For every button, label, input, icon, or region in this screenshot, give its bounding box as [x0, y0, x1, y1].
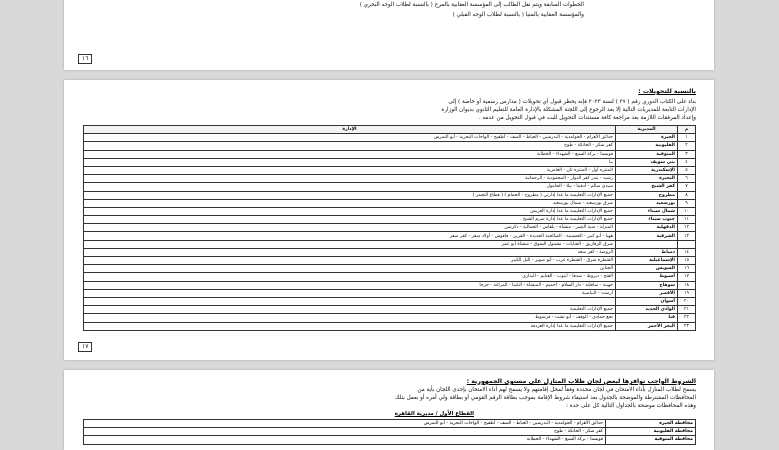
row-num: ٦	[678, 175, 696, 183]
row-gov: بني سويف	[616, 158, 678, 166]
row-gov: الإسكندرية	[616, 166, 678, 174]
row-gov: سوهاج	[616, 281, 678, 289]
row-admin: كفر شكر - الخانكة - طوخ	[84, 428, 606, 436]
row-admin: رشيد - بندر كفر الدوار - المحمودية - الرحمانية	[84, 175, 616, 183]
transfers-intro-line-2: الإدارات التابعة للمديريات التالية إلا بعد الرجوع إلى اللجنة المشكلة بالإدارة العامة للتعليم الثانوي بديوان الوزارة	[441, 107, 696, 113]
table-row	[84, 428, 696, 436]
table-row	[84, 232, 696, 240]
table-row	[84, 224, 696, 232]
row-gov: مطروح	[616, 191, 678, 199]
header-admin: الإدارة	[84, 126, 616, 134]
row-admin: جهينة - ساقلتة - دار السلام - أخميم - المنشأة - البلينا - المراغة - جرجا	[84, 281, 616, 289]
row-admin: جميع الإدارات التعليمية ما عدا إدارة شرم الشيخ	[84, 216, 616, 224]
row-gov: الجيزة	[616, 134, 678, 142]
row-admin: أرمنت - البياضية	[84, 289, 616, 297]
table-row	[84, 134, 696, 142]
row-num: ١٥	[678, 257, 696, 265]
row-gov: بورسعيد	[616, 199, 678, 207]
row-admin: القنطرة شرق - القنطرة غرب - أبو صوير - التل الكبير	[84, 257, 616, 265]
row-admin: شرق الزقازيق - القنايات - مشتول السوق - منشأة أبو عمر	[84, 240, 616, 248]
row-gov: الوادي الجديد	[616, 306, 678, 314]
row-gov: البحر الأحمر	[616, 322, 678, 330]
row-num: ١٩	[678, 289, 696, 297]
sector-one-table	[83, 419, 696, 445]
row-num: ٢٢	[678, 314, 696, 322]
table-row	[84, 281, 696, 289]
table-row	[84, 273, 696, 281]
row-admin: نجع حمادي - الوقف - أبو تشت - فرشوط	[84, 314, 616, 322]
sector-one-heading: القطاع الأول / مديرية القاهرة	[394, 411, 474, 417]
row-num: ١٣	[678, 232, 696, 240]
row-admin: كفر شكر - الخانكة - طوخ	[84, 142, 616, 150]
row-gov: السويس	[616, 265, 678, 273]
page1-line-2: والمؤسسة العقابية بالمنيا ( بالنسبة لطلاب الوجه القبلي )	[452, 12, 584, 18]
table-row	[84, 191, 696, 199]
row-gov: دمياط	[616, 248, 678, 256]
row-gov: محافظة المنوفية	[606, 436, 696, 444]
row-num: ٧	[678, 183, 696, 191]
page1-number: ١٦	[78, 54, 92, 64]
row-admin: جميع الإدارات التعليمية ما عدا إدارة الغردقة	[84, 322, 616, 330]
row-admin: شرق بورسعيد - شمال بورسعيد	[84, 199, 616, 207]
row-num: ١٧	[678, 273, 696, 281]
row-num: ٣	[678, 150, 696, 158]
row-gov: جنوب سيناء	[616, 216, 678, 224]
transfers-table	[83, 125, 696, 331]
row-num: ٩	[678, 199, 696, 207]
row-admin: جميع الإدارات التعليمية ما عدا إدارتي ( مطروح - الحمام ) ( قطاع النجمر )	[84, 191, 616, 199]
row-admin: الجناين	[84, 265, 616, 273]
table-row	[84, 248, 696, 256]
table-row	[84, 216, 696, 224]
row-num: ٤	[678, 158, 696, 166]
table-row	[84, 166, 696, 174]
row-admin: حدائق الأهرام - الحوامدية - البدرشين - العياط - الصف - أطفيح - الواحات البحرية - أبو النمرس	[84, 134, 616, 142]
transfers-table-header	[84, 126, 696, 134]
document-page-2	[64, 80, 714, 360]
table-row	[84, 297, 696, 305]
home-students-line-2: المحافظات المشترطة والموضحة بالجدول بعد استيفاء شروط الإقامة بموجب بطاقة الرقم القومي أو بطاقة ولي أمره أو بعمل بتلك	[395, 395, 696, 401]
row-gov: الإسماعيلية	[616, 257, 678, 265]
row-admin: ههيا - أبو كبير - الحسينية - الصالحية الجديدة - القرين - فاقوس - أولاد صقر - كفر صقر	[84, 232, 616, 240]
document-page-1	[64, 0, 714, 70]
row-gov: القليوبية	[616, 142, 678, 150]
row-admin: الفتح - ديروط - صدفا - أبنوب - الغنايم - البداري	[84, 273, 616, 281]
row-gov: أسوان	[616, 297, 678, 305]
transfers-heading: بالنسبة للتحويلات :	[638, 88, 696, 95]
table-row	[84, 207, 696, 215]
row-num: ٢٣	[678, 322, 696, 330]
transfers-intro-line-3: وإعداد المرفقات اللازمة بعد مراجعة كافة مستندات التحويل للبت في قبول التحويل من عدمه .	[478, 115, 696, 121]
table-row	[84, 420, 696, 428]
home-students-line-3: وهذه المحافظات موضحة بالجداول التالية كل على حدة :	[566, 403, 696, 409]
row-admin: ببا	[84, 158, 616, 166]
row-num: ١٦	[678, 265, 696, 273]
row-num: ٢	[678, 142, 696, 150]
table-row	[84, 265, 696, 273]
table-row	[84, 199, 696, 207]
row-num: ١٠	[678, 207, 696, 215]
row-admin: المنتزه أول - المنتزه ثان - العامرية	[84, 166, 616, 174]
home-students-line-1: يسمح لطلاب المنازل بأداء الامتحان في لجان محددة وفقاً لمحل إقامتهم ولا يسمح لهم أداء الامتحان بإحدى اللجان بأية من	[417, 387, 696, 393]
transfers-intro-line-1: بناء على الكتاب الدوري رقم ( ٢٧ ) لسنة ٢٠٢٣ فإنه يحظر قبول أي تحويلات ( مدارس رسمية أو خاصة ) إلى	[448, 99, 696, 105]
table-row	[84, 142, 696, 150]
table-row	[84, 314, 696, 322]
row-num: ٥	[678, 166, 696, 174]
row-gov	[616, 240, 678, 248]
row-admin: جميع الإدارات التعليمية	[84, 306, 616, 314]
row-num: ٢٠	[678, 297, 696, 305]
row-admin: حدائق الأهرام - الحوامدية - البدرشين - العياط - الصف - أطفيح - الواحات البحرية - أبو النمرس	[84, 420, 606, 428]
row-admin: الروضة - كفر سعد	[84, 248, 616, 256]
row-gov: الدقهلية	[616, 224, 678, 232]
row-num: ٨	[678, 191, 696, 199]
header-num: م	[678, 126, 696, 134]
row-gov: محافظة الجيزة	[606, 420, 696, 428]
row-gov: البحيرة	[616, 175, 678, 183]
table-row	[84, 150, 696, 158]
row-admin	[84, 297, 616, 305]
page1-line-1: الخطوات السابقة ويتم نقل الطالب إلى المؤسسة العقابية بالمرج ( بالنسبة لطلاب الوجه البحري )	[359, 2, 584, 8]
row-admin: قويسنا - بركة السبع - الشهداء - الحطابة	[84, 150, 616, 158]
row-gov: الأقصر	[616, 289, 678, 297]
table-row	[84, 183, 696, 191]
row-gov: كفر الشيخ	[616, 183, 678, 191]
row-gov: الشرقية	[616, 232, 678, 240]
header-gov: المديرية	[616, 126, 678, 134]
row-num: ١	[678, 134, 696, 142]
row-admin: جميع الإدارات التعليمية ما عدا إدارة العريش	[84, 207, 616, 215]
row-admin: سيدي سالم - أدفينا - بيلا - الحامول	[84, 183, 616, 191]
row-num: ١٨	[678, 281, 696, 289]
table-row	[84, 306, 696, 314]
table-row	[84, 289, 696, 297]
table-row	[84, 322, 696, 330]
row-num: ١٤	[678, 248, 696, 256]
page2-number: ١٧	[78, 342, 92, 352]
row-gov: شمال سيناء	[616, 207, 678, 215]
row-admin: قويسنا - بركة السبع - الشهداء - الحطابة	[84, 436, 606, 444]
table-row	[84, 257, 696, 265]
table-row	[84, 436, 696, 444]
row-gov: محافظة القليوبية	[606, 428, 696, 436]
row-gov: المنوفية	[616, 150, 678, 158]
row-num	[678, 240, 696, 248]
row-gov: أسيوط	[616, 273, 678, 281]
row-num: ١١	[678, 216, 696, 224]
document-page-3	[64, 370, 714, 450]
table-row	[84, 240, 696, 248]
row-num: ١٢	[678, 224, 696, 232]
table-row	[84, 158, 696, 166]
row-gov: قنا	[616, 314, 678, 322]
table-row	[84, 175, 696, 183]
home-students-heading: الشروط الواجب توافرها لبعض لجان طلاب المنازل على مستوى الجمهورية :	[466, 378, 696, 385]
row-num: ٢١	[678, 306, 696, 314]
row-admin: المنزلة - منية النصر - منشأة - بلقاس - الجمالية - دكرنس	[84, 224, 616, 232]
